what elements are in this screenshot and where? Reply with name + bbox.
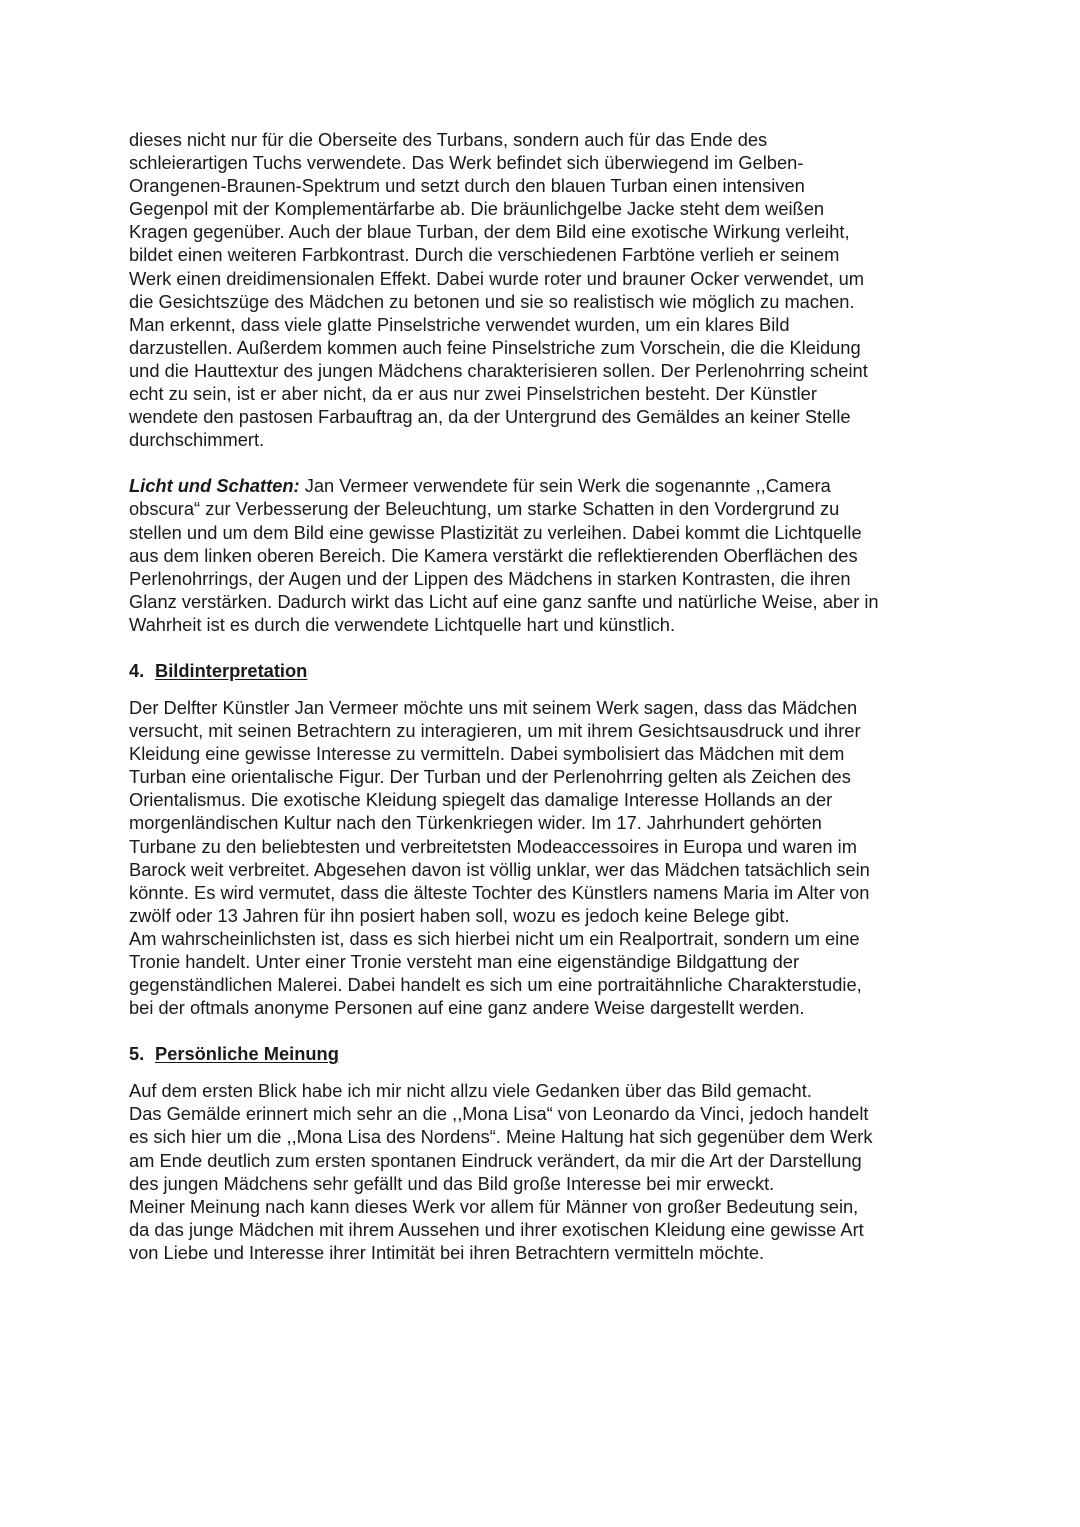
text-line: morgenländischen Kultur nach den Türkenkriegen wider. Im 17. Jahrhundert gehörten bbox=[129, 812, 822, 834]
section-heading-interpretation bbox=[129, 659, 959, 682]
text-line: Der Delfter Künstler Jan Vermeer möchte uns mit seinem Werk sagen, dass das Mädchen bbox=[129, 696, 858, 718]
text-line: aus dem linken oberen Bereich. Die Kamera verstärkt die reflektierenden Oberflächen des bbox=[129, 544, 858, 566]
section-heading-opinion bbox=[129, 1042, 959, 1065]
opinion-paragraph bbox=[129, 1079, 959, 1264]
document-page bbox=[129, 128, 959, 1264]
text-line: dieses nicht nur für die Oberseite des Turbans, sondern auch für das Ende des bbox=[129, 129, 768, 150]
text-line: Man erkennt, dass viele glatte Pinselstriche verwendet wurden, um ein klares Bild bbox=[129, 313, 790, 335]
text-line: von Liebe und Interesse ihrer Intimität bei ihren Betrachtern vermitteln möchte. bbox=[129, 1241, 765, 1263]
text-line: des jungen Mädchens sehr gefällt und das Bild große Interesse bei mir erweckt. bbox=[129, 1172, 775, 1194]
text-line: Gegenpol mit der Komplementärfarbe ab. Die bräunlichgelbe Jacke steht dem weißen bbox=[129, 198, 825, 220]
text-line bbox=[129, 474, 959, 497]
text-line: obscura“ zur Verbesserung der Beleuchtung, um starke Schatten in den Vordergrund zu bbox=[129, 498, 840, 520]
section-title: Persönliche Meinung bbox=[155, 1043, 339, 1065]
text-line: Tronie handelt. Unter einer Tronie versteht man eine eigenständige Bildgattung der bbox=[129, 951, 800, 972]
text-line: zwölf oder 13 Jahren für ihn posiert haben soll, wozu es jedoch keine Belege gibt. bbox=[129, 904, 790, 926]
text-line: könnte. Es wird vermutet, dass die älteste Tochter des Künstlers namens Maria im Alter von bbox=[129, 881, 870, 903]
text-line: die Gesichtszüge des Mädchen zu betonen und sie so realistisch wie möglich zu machen. bbox=[129, 290, 855, 312]
text-line: Perlenohrrings, der Augen und der Lippen des Mädchens in starken Kontrasten, die ihren bbox=[129, 567, 851, 589]
text-line: Meiner Meinung nach kann dieses Werk vor allem für Männer von großer Bedeutung sein, bbox=[129, 1195, 859, 1217]
section-number: 5. bbox=[129, 1043, 145, 1065]
text-line: Glanz verstärken. Dadurch wirkt das Licht auf eine ganz sanfte und natürliche Weise, aber in bbox=[129, 590, 879, 612]
section-title: Bildinterpretation bbox=[155, 659, 308, 681]
light-shadow-paragraph bbox=[129, 474, 959, 636]
text-line: schleierartigen Tuchs verwendete. Das Werk befindet sich überwiegend im Gelben- bbox=[129, 152, 804, 174]
section-number: 4. bbox=[129, 659, 145, 681]
text-line: wendete den pastosen Farbauftrag an, da der Untergrund des Gemäldes an keiner Stelle bbox=[129, 406, 851, 428]
light-shadow-label: Licht und Schatten: bbox=[129, 475, 300, 497]
light-shadow-first-line: Jan Vermeer verwendete für sein Werk die sogenannte ,,Camera bbox=[299, 475, 831, 497]
text-line: Wahrheit ist es durch die verwendete Lichtquelle hart und künstlich. bbox=[129, 613, 676, 635]
interpretation-paragraph bbox=[129, 696, 959, 1019]
text-line: durchschimmert. bbox=[129, 429, 265, 451]
text-line: Orientalismus. Die exotische Kleidung spiegelt das damalige Interesse Hollands an der bbox=[129, 789, 833, 811]
text-line: bildet einen weiteren Farbkontrast. Durch die verschiedenen Farbtöne verlieh er seinem bbox=[129, 244, 840, 266]
text-line: da das junge Mädchen mit ihrem Aussehen und ihrer exotischen Kleidung eine gewisse Art bbox=[129, 1218, 864, 1240]
text-line: Kleidung eine gewisse Interesse zu vermitteln. Dabei symbolisiert das Mädchen mit dem bbox=[129, 743, 845, 765]
text-line: darzustellen. Außerdem kommen auch feine Pinselstriche zum Vorschein, die die Kleidung bbox=[129, 336, 861, 358]
text-line: gegenständlichen Malerei. Dabei handelt es sich um eine portraitähnliche Charakterstudie, bbox=[129, 974, 862, 996]
text-line: Orangenen-Braunen-Spektrum und setzt durch den blauen Turban einen intensiven bbox=[129, 175, 805, 197]
text-line: stellen und um dem Bild eine gewisse Plastizität zu verleihen. Dabei kommt die Lichtquelle bbox=[129, 521, 862, 543]
text-line: Turban eine orientalische Figur. Der Turban und der Perlenohrring gelten als Zeichen des bbox=[129, 766, 851, 788]
text-line: Turbane zu den beliebtesten und verbreitetsten Modeaccessoires in Europa und waren im bbox=[129, 835, 857, 857]
text-line: es sich hier um die ,,Mona Lisa des Nordens“. Meine Haltung hat sich gegenüber dem Werk bbox=[129, 1126, 873, 1148]
intro-paragraph bbox=[129, 128, 959, 451]
text-line: echt zu sein, ist er aber nicht, da er aus nur zwei Pinselstrichen besteht. Der Künstler bbox=[129, 383, 817, 405]
text-line: bei der oftmals anonyme Personen auf eine ganz andere Weise dargestellt werden. bbox=[129, 997, 805, 1019]
text-line: Werk einen dreidimensionalen Effekt. Dabei wurde roter und brauner Ocker verwendet, um bbox=[129, 267, 865, 289]
text-line: versucht, mit seinen Betrachtern zu interagieren, um mit ihrem Gesichtsausdruck und ihrer bbox=[129, 720, 861, 742]
text-line: Barock weit verbreitet. Abgesehen davon ist völlig unklar, wer das Mädchen tatsächlich sein bbox=[129, 858, 870, 880]
text-line: Kragen gegenüber. Auch der blaue Turban, der dem Bild eine exotische Wirkung verleiht, bbox=[129, 221, 850, 243]
text-line: und die Hauttextur des jungen Mädchens charakterisieren sollen. Der Perlenohrring scheint bbox=[129, 359, 868, 381]
text-line: Auf dem ersten Blick habe ich mir nicht allzu viele Gedanken über das Bild gemacht. bbox=[129, 1080, 812, 1102]
text-line: Am wahrscheinlichsten ist, dass es sich hierbei nicht um ein Realportrait, sondern um eine bbox=[129, 927, 860, 949]
text-line: am Ende deutlich zum ersten spontanen Eindruck verändert, da mir die Art der Darstellung bbox=[129, 1149, 862, 1171]
text-line: Das Gemälde erinnert mich sehr an die ,,Mona Lisa“ von Leonardo da Vinci, jedoch handelt bbox=[129, 1103, 869, 1125]
